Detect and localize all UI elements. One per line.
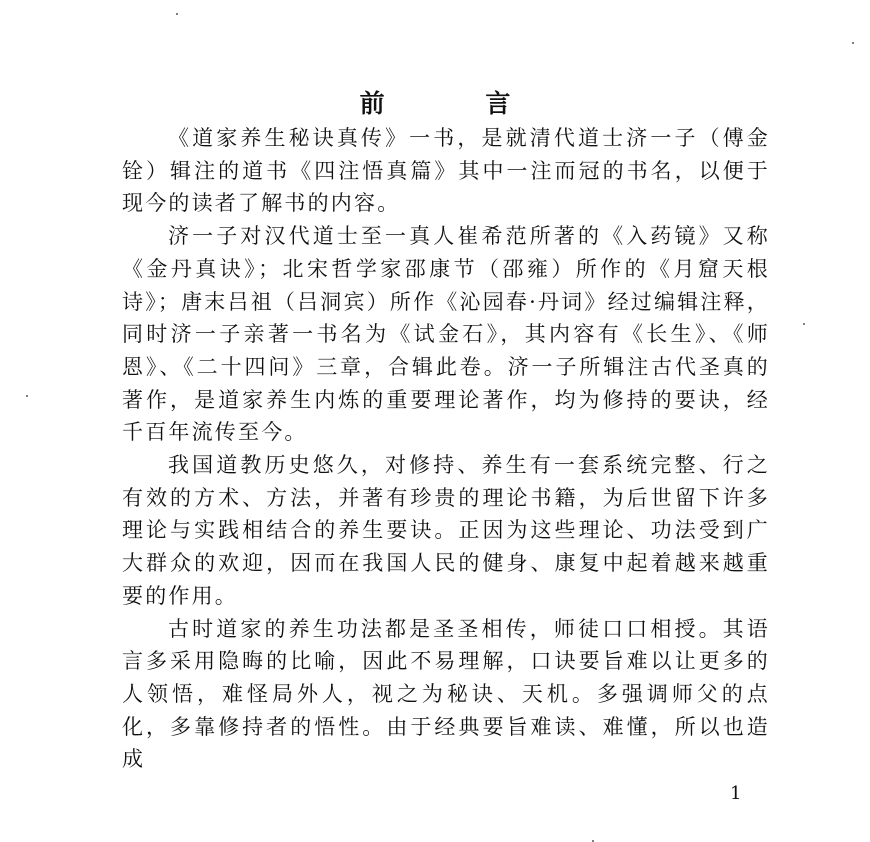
- paragraph-4: 古时道家的养生功法都是圣圣相传，师徒口口相授。其语言多采用隐晦的比喻，因此不易理解，口诀要旨难以让更多的人领悟，难怪局外人，视之为秘诀、天机。多强调师父的点化，多靠修持者的悟性。由于经典要旨难读、难懂，所以也造成: [122, 616, 770, 772]
- paragraph-2: 济一子对汉代道士至一真人崔希范所著的《入药镜》又称《金丹真诀》；北宋哲学家邵康节（邵雍）所作的《月窟天根诗》；唐末吕祖（吕洞宾）所作《沁园春·丹词》经过编辑注释，同时济一子亲著一书名为《试金石》，其内容有《长生》、《师恩》、《二十四问》三章，合辑此卷。济一子所辑注古代圣真的著作，是道家养生内炼的重要理论著作，均为修持的要诀，经千百年流传至今。: [122, 224, 770, 445]
- scan-speck: [852, 42, 854, 44]
- page-title: 前 言: [359, 89, 557, 118]
- paragraph-3: 我国道教历史悠久，对修持、养生有一套系统完整、行之有效的方术、方法，并著有珍贵的理论书籍，为后世留下许多理论与实践相结合的养生要诀。正因为这些理论、功法受到广大群众的欢迎，因而在我国人民的健身、康复中起着越来越重要的作用。: [122, 453, 770, 608]
- scan-speck: [803, 323, 805, 325]
- page-number: 1: [730, 783, 742, 804]
- paragraph-1: 《道家养生秘诀真传》一书，是就清代道士济一子（傅金铨）辑注的道书《四注悟真篇》其中一注而冠的书名，以便于现今的读者了解书的内容。: [122, 126, 770, 216]
- scan-speck: [26, 395, 28, 397]
- scan-speck: [176, 13, 178, 15]
- preface-body: [122, 122, 770, 776]
